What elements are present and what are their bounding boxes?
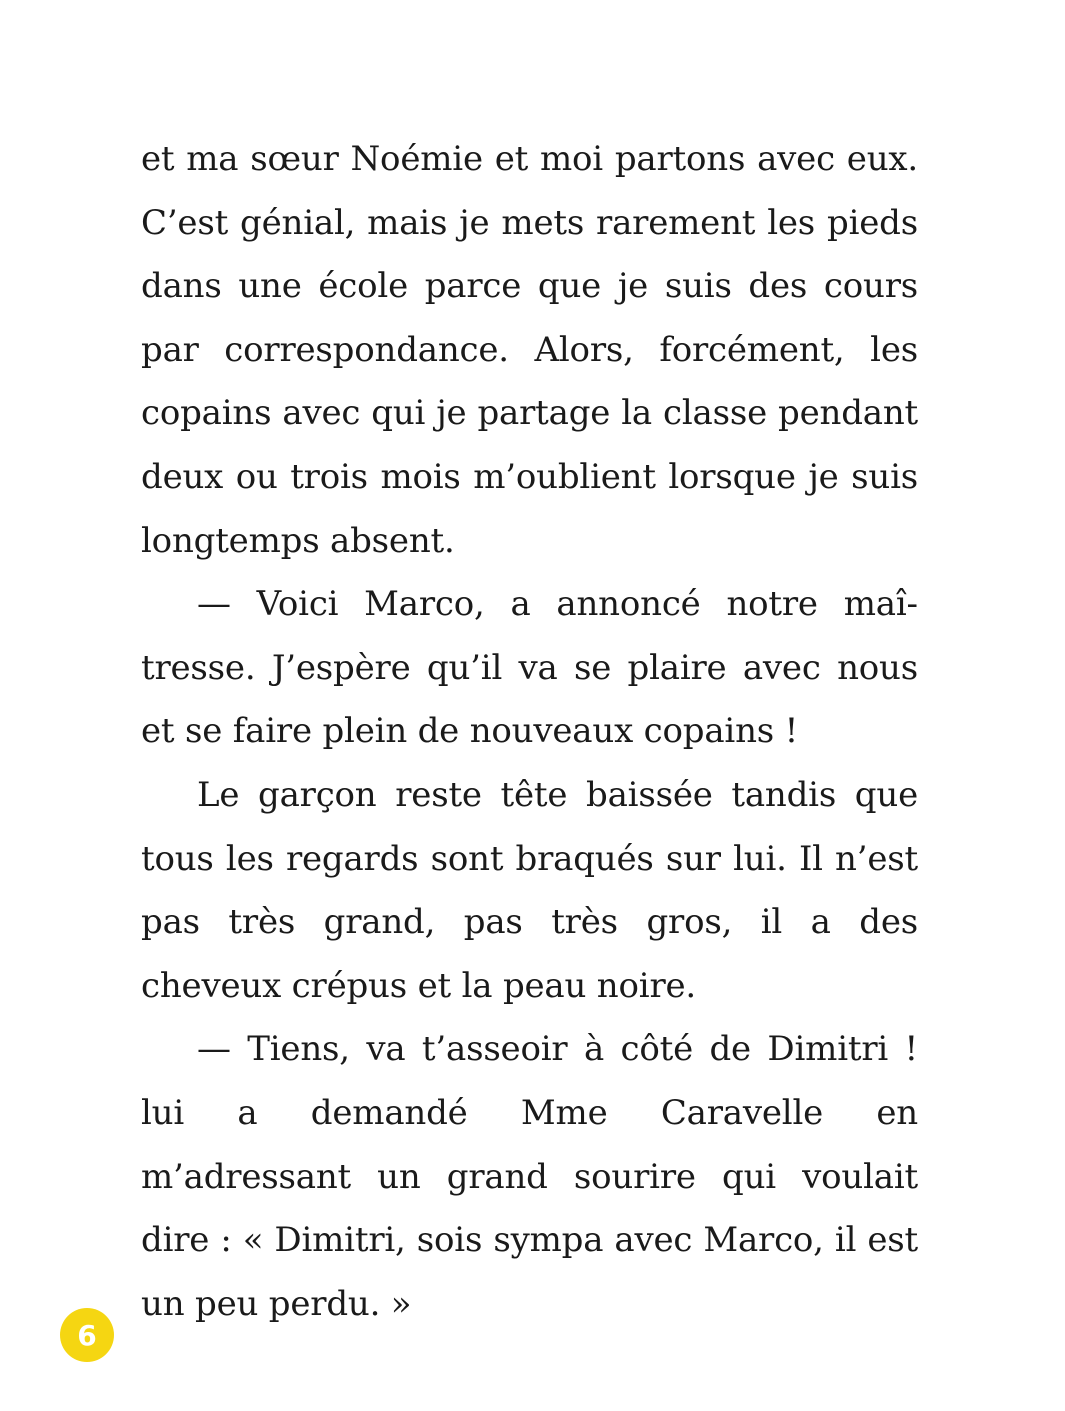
paragraph-2: — Voici Marco, a annoncé notre maîtresse. J’espère qu’il va se plaire avec nous et se faire plein de nouveaux copains !: [141, 584, 918, 752]
page-number-badge: 6: [60, 1308, 114, 1362]
paragraph-3: Le garçon reste tête baissée tandis que tous les regards sont braqués sur lui. Il n’est pas très grand, pas très gros, il a des cheveux crépus et la peau noire.: [141, 774, 918, 1006]
body-text: [141, 128, 918, 1336]
paragraph-1: et ma sœur Noémie et moi partons avec eux. C’est génial, mais je mets rarement les pieds dans une école parce que je suis des cours par correspondance. Alors, forcément, les copains avec qui je partage la classe pendant deux ou trois mois m’oublient lorsque je suis longtemps absent.: [141, 139, 918, 561]
paragraph-4: — Tiens, va t’asseoir à côté de Dimitri ! lui a demandé Mme Caravelle en m’adressant un grand sourire qui voulait dire : « Dimitri, sois sympa avec Marco, il est un peu perdu. »: [141, 1029, 918, 1324]
